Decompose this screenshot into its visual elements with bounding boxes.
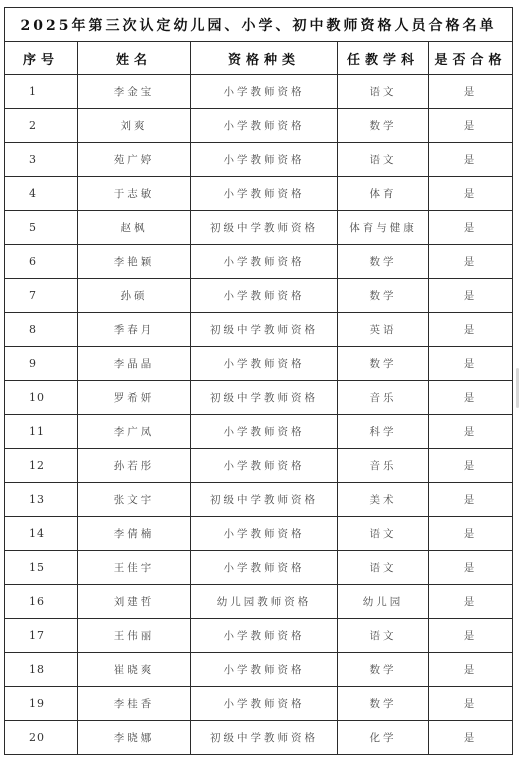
cell-name: 李金宝	[78, 75, 191, 109]
cell-seq	[5, 313, 78, 347]
cell-qualified: 是	[429, 687, 513, 721]
cell-subject: 美术	[338, 483, 429, 517]
seq-number: 1	[29, 85, 37, 98]
table-row	[5, 75, 513, 109]
table-row	[5, 415, 513, 449]
table-row	[5, 381, 513, 415]
cell-qualification: 小学教师资格	[191, 449, 338, 483]
cell-name: 李倩楠	[78, 517, 191, 551]
cell-subject: 语文	[338, 551, 429, 585]
cell-qualification: 小学教师资格	[191, 551, 338, 585]
cell-name: 孙若彤	[78, 449, 191, 483]
cell-qualified: 是	[429, 109, 513, 143]
table-header-row	[5, 42, 513, 75]
cell-qualification: 初级中学教师资格	[191, 721, 338, 755]
cell-subject: 数学	[338, 109, 429, 143]
cell-qualification: 小学教师资格	[191, 347, 338, 381]
header-seq: 序号	[5, 42, 78, 75]
seq-number: 2	[29, 119, 37, 132]
cell-qualification: 初级中学教师资格	[191, 381, 338, 415]
cell-seq	[5, 551, 78, 585]
cell-name: 刘爽	[78, 109, 191, 143]
cell-qualification: 初级中学教师资格	[191, 483, 338, 517]
cell-qualified: 是	[429, 721, 513, 755]
cell-seq	[5, 177, 78, 211]
table-row	[5, 211, 513, 245]
header-qualified: 是否合格	[429, 42, 513, 75]
cell-name: 李晓娜	[78, 721, 191, 755]
document-title: 2025年第三次认定幼儿园、小学、初中教师资格人员合格名单	[5, 8, 513, 42]
cell-qualified: 是	[429, 211, 513, 245]
table-row	[5, 143, 513, 177]
cell-qualified: 是	[429, 177, 513, 211]
table-row	[5, 653, 513, 687]
seq-number: 10	[29, 391, 45, 404]
cell-seq	[5, 619, 78, 653]
cell-qualified: 是	[429, 585, 513, 619]
cell-name: 李晶晶	[78, 347, 191, 381]
cell-seq	[5, 449, 78, 483]
seq-number: 17	[29, 629, 45, 642]
cell-seq	[5, 415, 78, 449]
table-row	[5, 721, 513, 755]
cell-subject: 化学	[338, 721, 429, 755]
cell-qualified: 是	[429, 483, 513, 517]
cell-subject: 音乐	[338, 449, 429, 483]
cell-seq	[5, 687, 78, 721]
cell-name: 刘建哲	[78, 585, 191, 619]
seq-number: 13	[29, 493, 45, 506]
cell-name: 李艳颖	[78, 245, 191, 279]
cell-seq	[5, 245, 78, 279]
roster-table	[4, 7, 513, 755]
cell-qualified: 是	[429, 517, 513, 551]
cell-seq	[5, 721, 78, 755]
seq-number: 19	[29, 697, 45, 710]
cell-seq	[5, 347, 78, 381]
cell-qualification: 小学教师资格	[191, 517, 338, 551]
seq-number: 4	[29, 187, 37, 200]
cell-qualified: 是	[429, 245, 513, 279]
cell-subject: 数学	[338, 245, 429, 279]
cell-seq	[5, 653, 78, 687]
seq-number: 18	[29, 663, 45, 676]
seq-number: 3	[29, 153, 37, 166]
seq-number: 12	[29, 459, 45, 472]
cell-qualification: 幼儿园教师资格	[191, 585, 338, 619]
cell-seq	[5, 75, 78, 109]
cell-qualified: 是	[429, 415, 513, 449]
cell-seq	[5, 381, 78, 415]
table-row	[5, 245, 513, 279]
cell-qualification: 小学教师资格	[191, 245, 338, 279]
table-row	[5, 483, 513, 517]
table-row	[5, 279, 513, 313]
seq-number: 8	[29, 323, 37, 336]
cell-subject: 科学	[338, 415, 429, 449]
cell-qualification: 初级中学教师资格	[191, 211, 338, 245]
cell-seq	[5, 143, 78, 177]
table-row	[5, 687, 513, 721]
cell-qualification: 小学教师资格	[191, 415, 338, 449]
cell-subject: 语文	[338, 143, 429, 177]
cell-subject: 语文	[338, 75, 429, 109]
cell-qualification: 小学教师资格	[191, 75, 338, 109]
cell-subject: 英语	[338, 313, 429, 347]
cell-subject: 数学	[338, 347, 429, 381]
cell-name: 罗希妍	[78, 381, 191, 415]
cell-name: 张文宇	[78, 483, 191, 517]
cell-seq	[5, 211, 78, 245]
cell-qualified: 是	[429, 75, 513, 109]
table-row	[5, 449, 513, 483]
roster-sheet	[4, 7, 512, 755]
cell-name: 崔晓爽	[78, 653, 191, 687]
cell-qualified: 是	[429, 653, 513, 687]
cell-seq	[5, 517, 78, 551]
table-row	[5, 109, 513, 143]
cell-qualified: 是	[429, 551, 513, 585]
cell-qualified: 是	[429, 381, 513, 415]
seq-number: 7	[29, 289, 37, 302]
cell-name: 赵枫	[78, 211, 191, 245]
seq-number: 16	[29, 595, 45, 608]
cell-qualification: 小学教师资格	[191, 687, 338, 721]
cell-qualification: 初级中学教师资格	[191, 313, 338, 347]
table-row	[5, 551, 513, 585]
cell-subject: 数学	[338, 653, 429, 687]
cell-seq	[5, 109, 78, 143]
cell-name: 季春月	[78, 313, 191, 347]
cell-seq	[5, 483, 78, 517]
cell-qualification: 小学教师资格	[191, 279, 338, 313]
header-name: 姓名	[78, 42, 191, 75]
cell-subject: 音乐	[338, 381, 429, 415]
seq-number: 9	[29, 357, 37, 370]
header-subject: 任教学科	[338, 42, 429, 75]
cell-name: 苑广婷	[78, 143, 191, 177]
cell-qualified: 是	[429, 143, 513, 177]
cell-name: 王伟丽	[78, 619, 191, 653]
cell-subject: 语文	[338, 619, 429, 653]
cell-subject: 数学	[338, 279, 429, 313]
cell-name: 李广凤	[78, 415, 191, 449]
table-row	[5, 177, 513, 211]
table-row	[5, 619, 513, 653]
cell-subject: 语文	[338, 517, 429, 551]
cell-qualified: 是	[429, 619, 513, 653]
cell-subject: 数学	[338, 687, 429, 721]
cell-qualified: 是	[429, 313, 513, 347]
cell-subject: 体育	[338, 177, 429, 211]
table-row	[5, 517, 513, 551]
cell-name: 于志敏	[78, 177, 191, 211]
cell-subject: 体育与健康	[338, 211, 429, 245]
cell-qualification: 小学教师资格	[191, 177, 338, 211]
seq-number: 5	[29, 221, 37, 234]
seq-number: 14	[29, 527, 45, 540]
table-row	[5, 347, 513, 381]
cell-name: 李桂香	[78, 687, 191, 721]
cell-qualified: 是	[429, 279, 513, 313]
seq-number: 20	[29, 731, 45, 744]
cell-qualification: 小学教师资格	[191, 143, 338, 177]
table-row	[5, 585, 513, 619]
cell-subject: 幼儿园	[338, 585, 429, 619]
cell-seq	[5, 279, 78, 313]
table-body	[5, 75, 513, 755]
cell-qualified: 是	[429, 449, 513, 483]
cell-name: 王佳宇	[78, 551, 191, 585]
cell-name: 孙硕	[78, 279, 191, 313]
table-row	[5, 313, 513, 347]
seq-number: 6	[29, 255, 37, 268]
cell-qualification: 小学教师资格	[191, 619, 338, 653]
cell-qualified: 是	[429, 347, 513, 381]
cell-seq	[5, 585, 78, 619]
seq-number: 11	[29, 425, 45, 438]
cell-qualification: 小学教师资格	[191, 109, 338, 143]
cell-qualification: 小学教师资格	[191, 653, 338, 687]
seq-number: 15	[29, 561, 45, 574]
header-qualification: 资格种类	[191, 42, 338, 75]
